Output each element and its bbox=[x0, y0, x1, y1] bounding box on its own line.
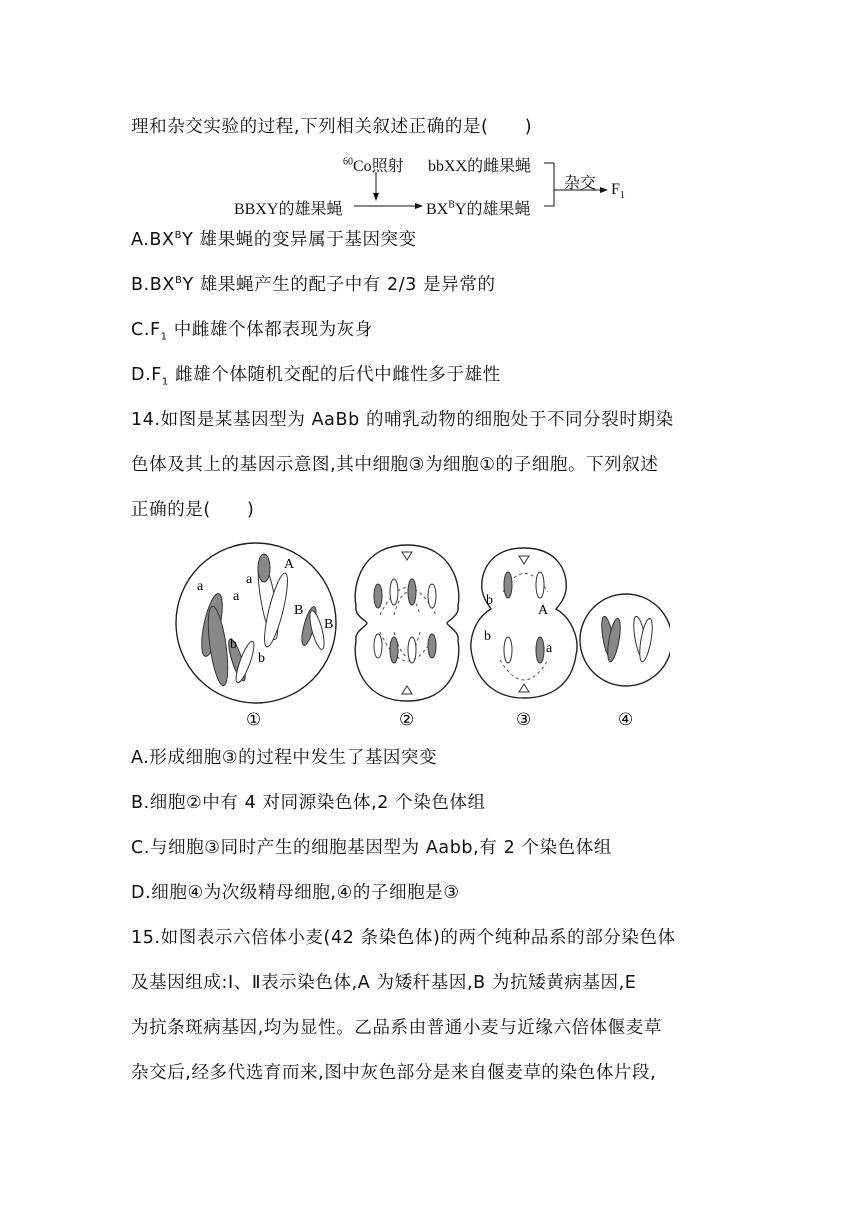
q14-option-a: A.形成细胞③的过程中发生了基因突变 bbox=[131, 748, 438, 768]
irradiation-label: $^{60}$Co照射 bbox=[343, 156, 404, 175]
q14-option-b: B.细胞②中有 4 对同源染色体,2 个染色体组 bbox=[131, 793, 486, 813]
cell-2 bbox=[355, 545, 459, 701]
cell-1 bbox=[176, 543, 336, 703]
gene-label-a: a bbox=[233, 589, 240, 604]
figure-label-1: ① bbox=[246, 710, 262, 729]
flow-arrows bbox=[0, 0, 860, 240]
gene-label-A: A bbox=[284, 557, 295, 572]
figure-label-4: ④ bbox=[618, 710, 634, 729]
figure-label-3: ③ bbox=[516, 710, 532, 729]
q13-option-b: $B.BX^BY$ 雄果蝇产生的配子中有 2/3 是异常的 bbox=[131, 275, 496, 295]
gene-label-b: b bbox=[230, 637, 237, 652]
q15-stem-line-4: 杂交后,经多代选育而来,图中灰色部分是来自偃麦草的染色体片段, bbox=[131, 1063, 657, 1083]
q14-option-d: D.细胞④为次级精母细胞,④的子细胞是③ bbox=[131, 883, 460, 903]
gene-label-B: B bbox=[324, 617, 334, 632]
q13-option-d: $D.F_1$ 雌雄个体随机交配的后代中雌性多于雄性 bbox=[131, 365, 501, 388]
figure-label-2: ② bbox=[399, 710, 415, 729]
gene-label-B: B bbox=[294, 603, 304, 618]
cross-label: 杂交 bbox=[564, 175, 597, 192]
gene-label-A: A bbox=[538, 603, 549, 618]
q15-stem-line-2: 及基因组成:Ⅰ、Ⅱ表示染色体,A 为矮秆基因,B 为抗矮黄病基因,E bbox=[131, 973, 637, 993]
q13-intro-line: 理和杂交实验的过程,下列相关叙述正确的是( ) bbox=[131, 117, 533, 137]
q15-stem-line-3: 为抗条斑病基因,均为显性。乙品系由普通小麦与近缘六倍体偃麦草 bbox=[131, 1018, 663, 1038]
q13-option-c: $C.F_1$ 中雌雄个体都表现为灰身 bbox=[131, 320, 373, 343]
q14-stem-line-1: 14.如图是某基因型为 AaBb 的哺乳动物的细胞处于不同分裂时期染 bbox=[131, 410, 674, 430]
gene-label-a: a bbox=[197, 579, 204, 594]
q14-stem-line-3: 正确的是( ) bbox=[131, 500, 255, 520]
gene-label-b: b bbox=[486, 593, 493, 608]
male-parent-label: BBXY的雄果蝇 bbox=[234, 201, 343, 218]
cell-3 bbox=[471, 548, 577, 698]
q14-option-c: C.与细胞③同时产生的细胞基因型为 Aabb,有 2 个染色体组 bbox=[131, 838, 612, 858]
q14-stem-line-2: 色体及其上的基因示意图,其中细胞③为细胞①的子细胞。下列叙述 bbox=[131, 455, 659, 475]
gene-label-b: b bbox=[484, 629, 491, 644]
gene-label-a: a bbox=[246, 572, 253, 587]
mutant-male-label: $BX^BY$的雄果蝇 bbox=[426, 199, 531, 218]
cell-division-figure bbox=[170, 538, 670, 733]
q13-option-a: $A.BX^BY$ 雄果蝇的变异属于基因突变 bbox=[131, 230, 417, 250]
offspring-label: $F_1$ bbox=[611, 181, 625, 202]
cell-4 bbox=[580, 594, 670, 686]
q15-stem-line-1: 15.如图表示六倍体小麦(42 条染色体)的两个纯种品系的部分染色体 bbox=[131, 928, 676, 948]
gene-label-a: a bbox=[546, 641, 553, 656]
female-fly-label: bbXX的雌果蝇 bbox=[428, 158, 532, 175]
gene-label-b: b bbox=[258, 651, 265, 666]
